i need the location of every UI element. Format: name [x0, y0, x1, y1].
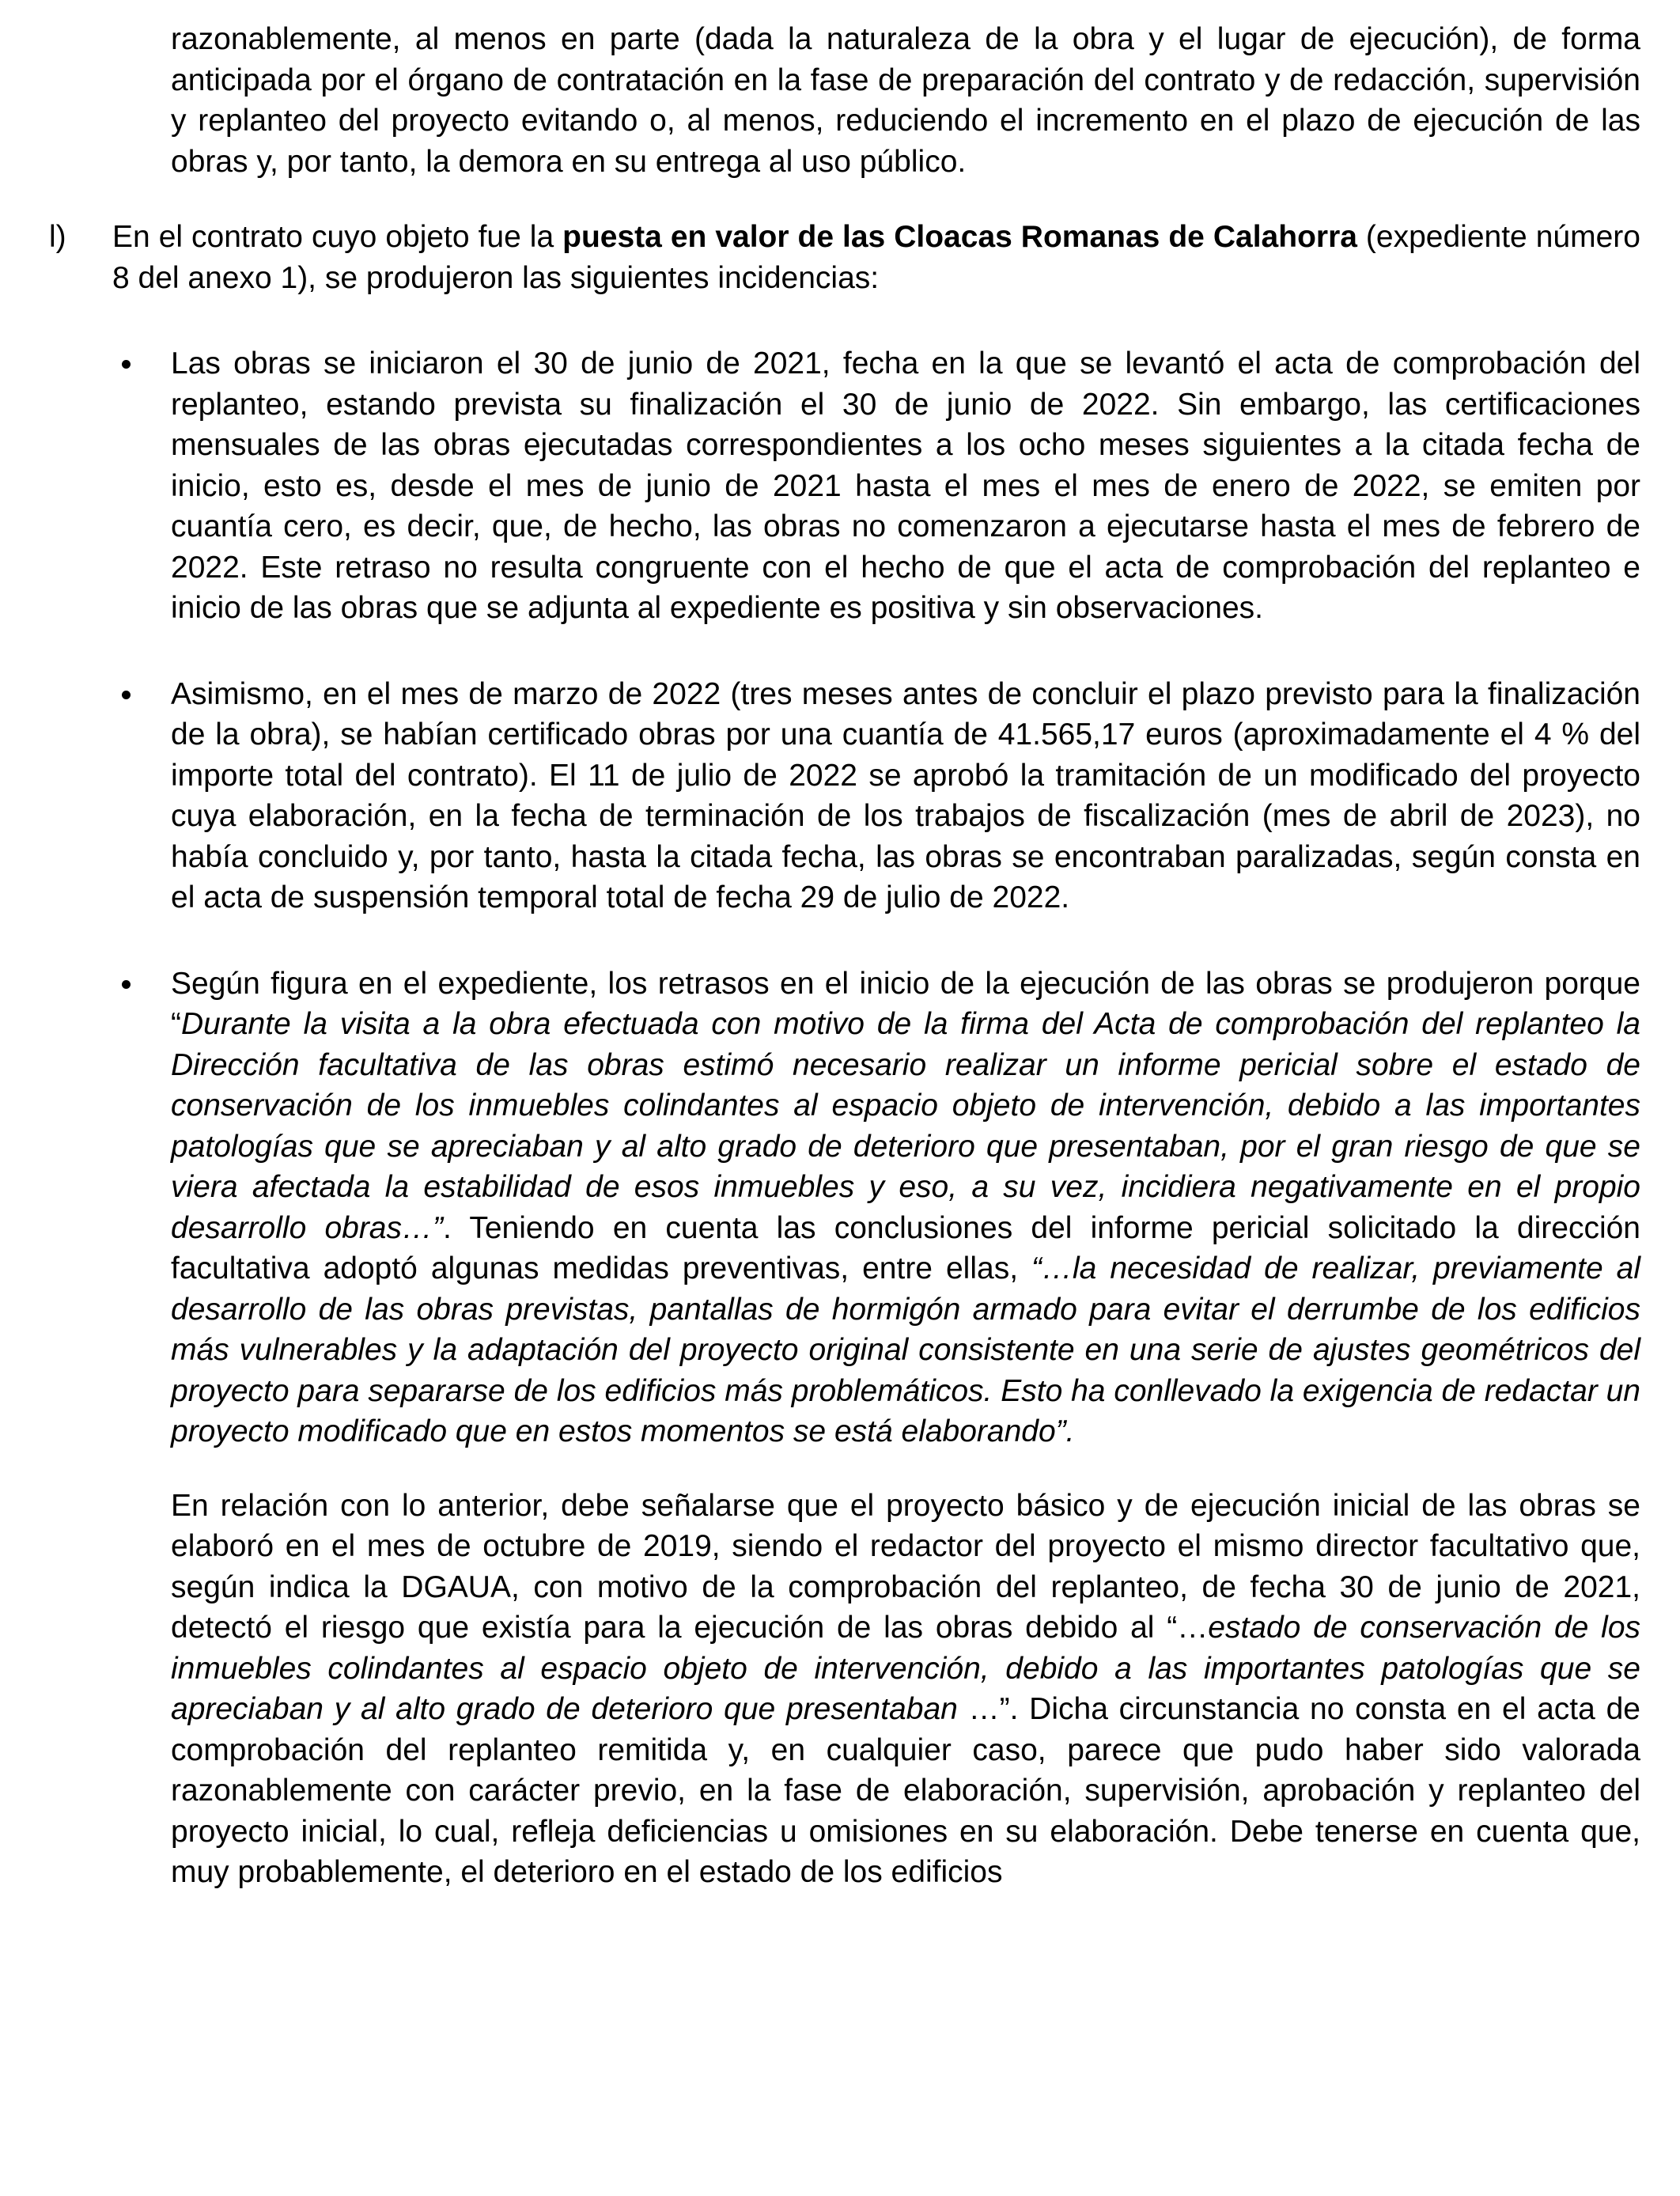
bullet-text — [171, 346, 1640, 625]
list-item-text — [112, 220, 1640, 295]
document-page — [0, 19, 1680, 1893]
text-segment: Asimismo, en el mes de marzo de 2022 (tres meses antes de concluir el plazo previsto para la finalización de la obra), se habían certificado obras por una cuantía de 41.565,17 euros (aproximadamente el 4 % del importe total del contrato). El 11 de julio de 2022 se aprobó la tramitación de un modificado del proyecto cuya elaboración, en la fecha de terminación de los trabajos de fiscalización (mes de abril de 2023), no había concluido y, por tanto, hasta la citada fecha, las obras se encontraban paralizadas, según consta en el acta de suspensión temporal total de fecha 29 de julio de 2022. — [171, 676, 1640, 914]
text-segment: . Teniendo en cuenta las conclusiones del informe pericial solicitado la dirección facultativa adoptó algunas medidas preventivas, entre ellas, — [171, 1210, 1640, 1285]
bullet-item-3 — [171, 964, 1640, 1452]
bullet-text — [171, 967, 1640, 1449]
italic-quote: estado de conservación de los inmuebles colindantes al espacio objeto de intervención, debido a las importantes patologías que se apreciaban y al alto grado de deterioro que presentaban — [171, 1611, 1641, 1726]
bullet-item-2 — [171, 674, 1640, 918]
italic-quote: “…la necesidad de realizar, previamente al desarrollo de las obras previstas, pantallas de hormigón armado para evitar el derrumbe de los edificios más vulnerables y la adaptación del proyecto original consistente en una serie de ajustes geométricos del proyecto para separarse de los edificios más problemáticos. Esto ha conllevado la exigencia de redactar un proyecto modificado que en estos momentos se está elaborando”. — [171, 1251, 1640, 1448]
text-segment: En relación con lo anterior, debe señalarse que el proyecto básico y de ejecución inicial de las obras se elaboró en el mes de octubre de 2019, siendo el redactor del proyecto el mismo director facultativo que, según indica la DGAUA, con motivo de la comprobación del replanteo, de fecha 30 de junio de 2021, detectó el riesgo que existía para la ejecución de las obras debido al “… — [171, 1488, 1640, 1645]
text-segment: razonablemente, al menos en parte (dada la naturaleza de la obra y el lugar de ejecución), de forma anticipada por el órgano de contratación en la fase de preparación del contrato y de redacción, supervisión y replanteo del proyecto evitando o, al menos, reduciendo el incremento en el plazo de ejecución de las obras y, por tanto, la demora en su entrega al uso público. — [171, 22, 1640, 179]
bullet-icon — [122, 691, 131, 699]
text-segment: Las obras se iniciaron el 30 de junio de 2021, fecha en la que se levantó el acta de comprobación del replanteo, estando prevista su finalización el 30 de junio de 2022. Sin embargo, las certificaciones mensuales de las obras ejecutadas correspondientes a los ocho meses siguientes a la citada fecha de inicio, esto es, desde el mes de junio de 2021 hasta el mes el mes de enero de 2022, se emiten por cuantía cero, es decir, que, de hecho, las obras no comenzaron a ejecutarse hasta el mes de febrero de 2022. Este retraso no resulta congruente con el hecho de que el acta de comprobación del replanteo e inicio de las obras que se adjunta al expediente es positiva y sin observaciones. — [171, 346, 1640, 625]
list-marker: l) — [49, 220, 66, 254]
bullet-item-1 — [171, 343, 1640, 629]
paragraph-continuation — [171, 19, 1640, 182]
text-segment: …”. Dicha circunstancia no consta en el acta de comprobación del replanteo remitida y, en cualquier caso, parece que pudo haber sido valorada razonablemente con carácter previo, en la fase de elaboración, supervisión, aprobación y replanteo del proyecto inicial, lo cual, refleja deficiencias u omisiones en su elaboración. Debe tenerse en cuenta que, muy probablemente, el deterioro en el estado de los edificios — [171, 1692, 1640, 1889]
text-segment: En el contrato cuyo objeto fue la — [112, 220, 563, 254]
bullet-icon — [122, 360, 131, 369]
list-item-l — [49, 217, 1640, 298]
bullet-icon — [122, 980, 131, 989]
paragraph-analysis — [171, 1486, 1640, 1893]
italic-quote: Durante la visita a la obra efectuada con motivo de la firma del Acta de comprobación del replanteo la Dirección facultativa de las obras estimó necesario realizar un informe pericial sobre el estado de conservación de los inmuebles colindantes al espacio objeto de intervención, debido a las importantes patologías que se apreciaban y al alto grado de deterioro que presentaban, por el gran riesgo de que se viera afectada la estabilidad de esos inmuebles y eso, a su vez, incidiera negativamente en el propio desarrollo obras…” — [171, 1007, 1640, 1245]
bold-text: puesta en valor de las Cloacas Romanas de Calahorra — [562, 220, 1357, 254]
text-segment: Según figura en el expediente, los retrasos en el inicio de la ejecución de las obras se produjeron porque “ — [171, 966, 1640, 1041]
bullet-text — [171, 677, 1640, 915]
text-segment: (expediente número 8 del anexo 1), se produjeron las siguientes incidencias: — [112, 220, 1640, 295]
